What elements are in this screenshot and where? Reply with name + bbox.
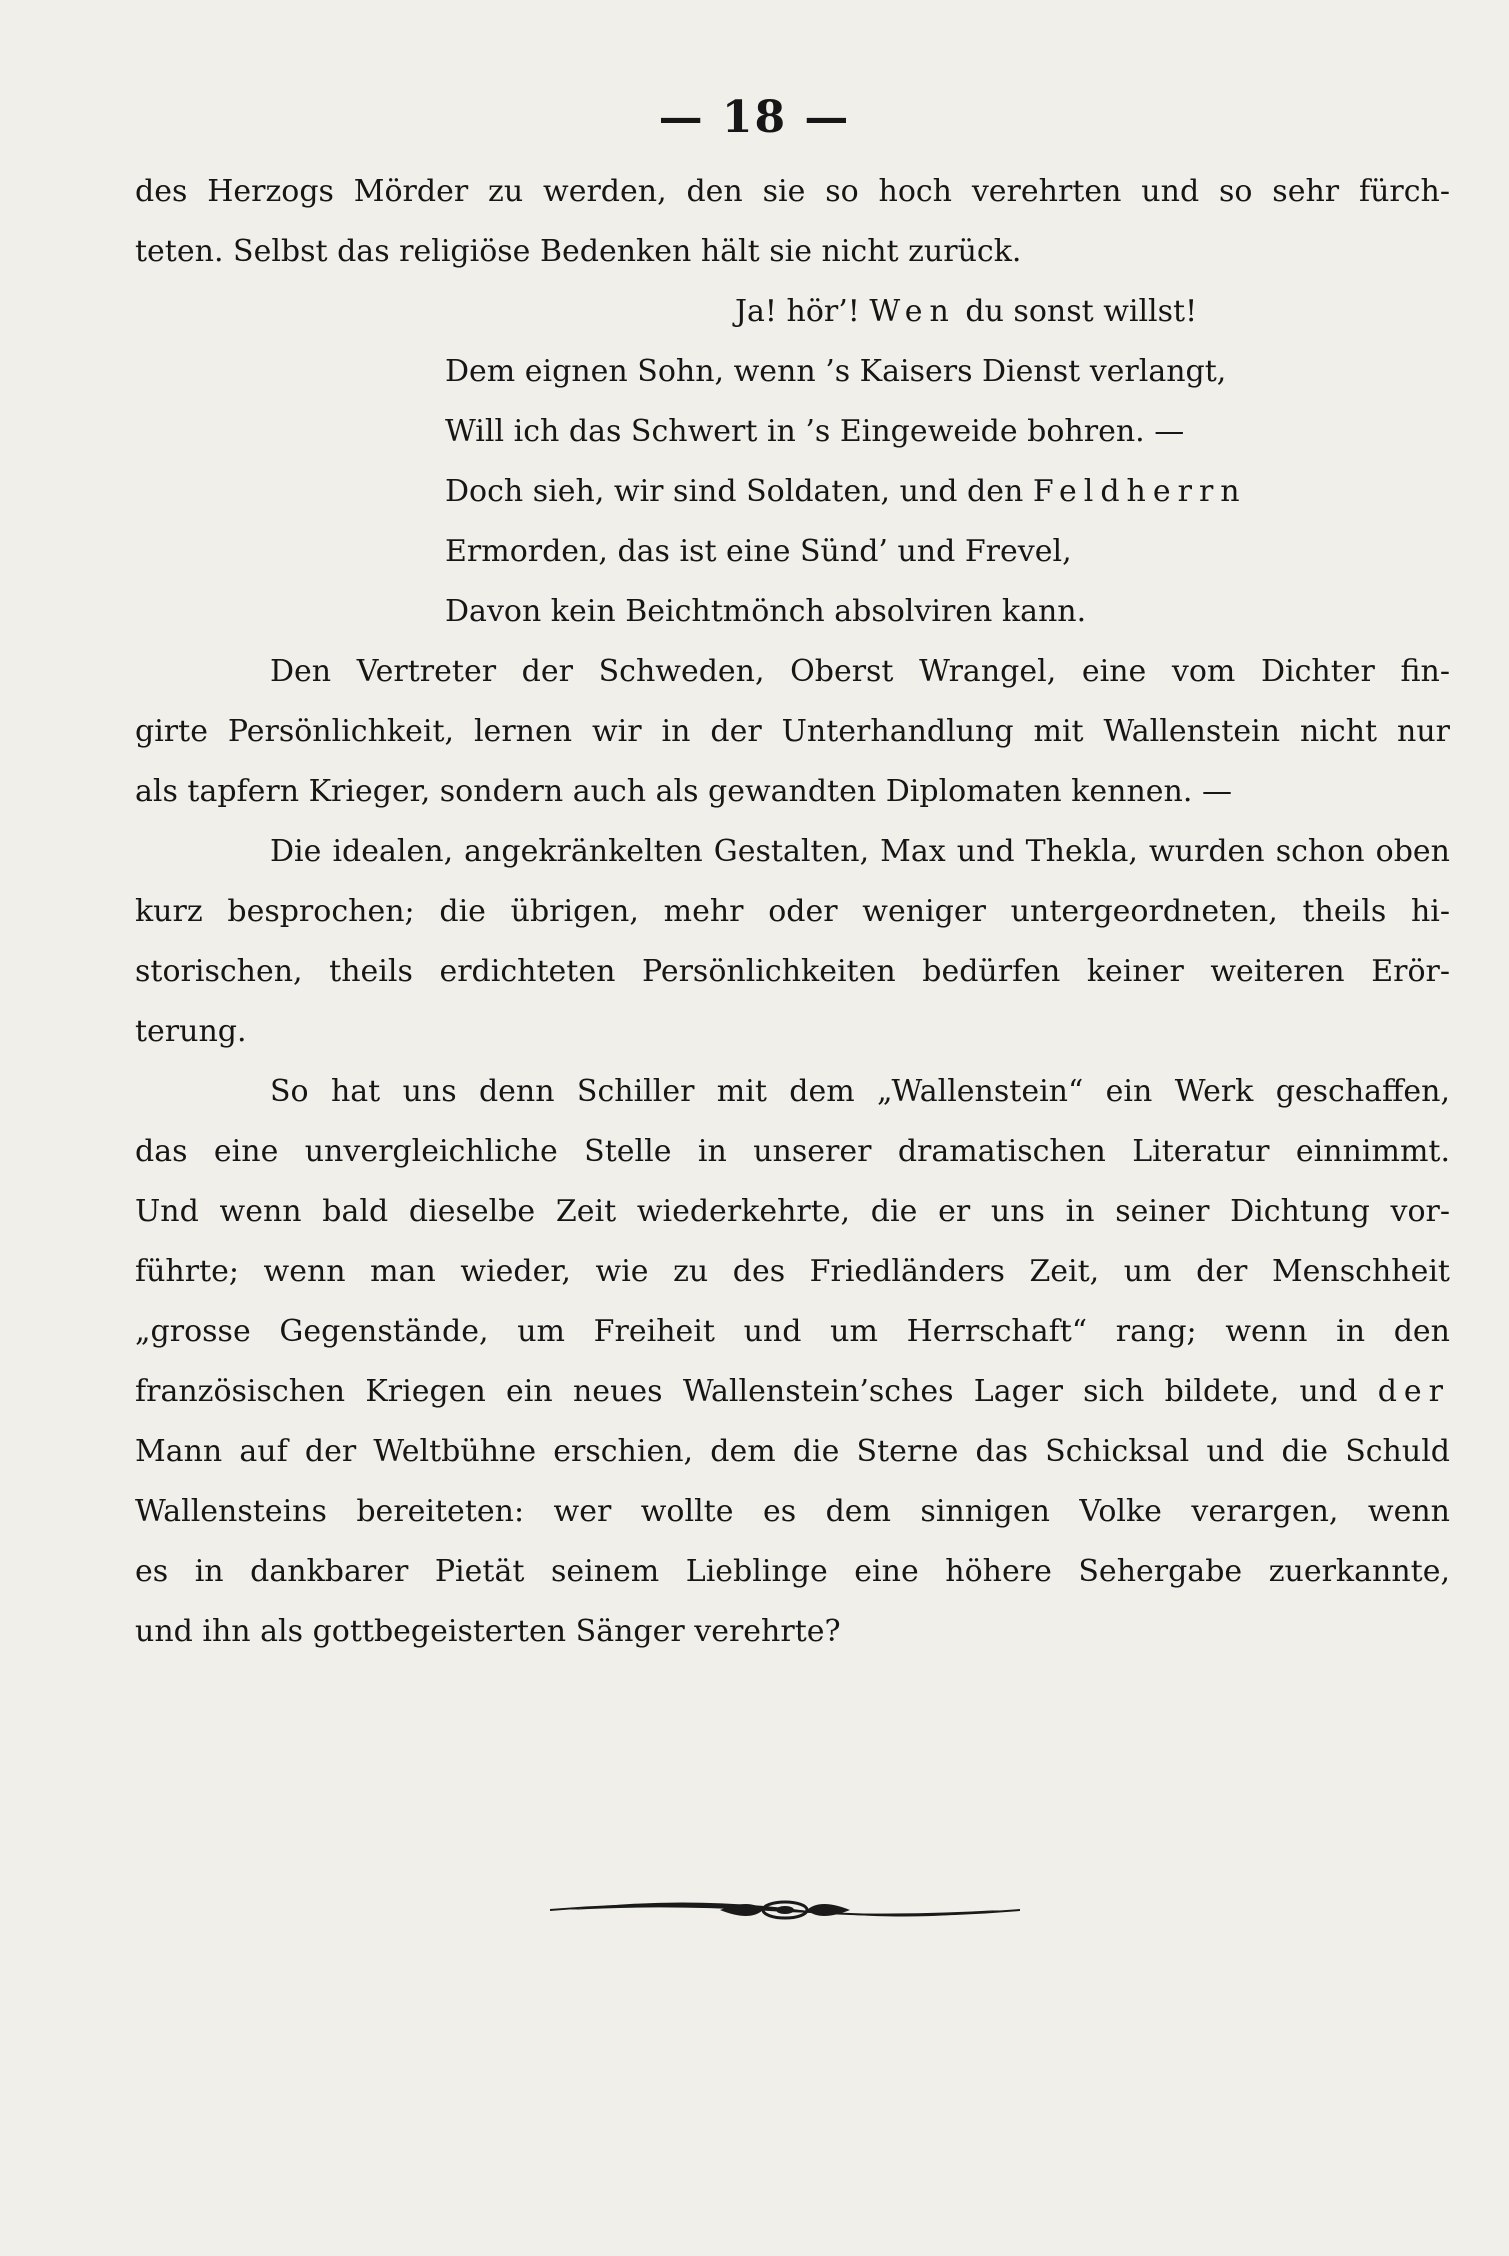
verse-line: Ermorden, das ist eine Sünd’ und Frevel,	[445, 534, 1072, 569]
text-line: Mann auf der Weltbühne erschien, dem die Sterne das Schicksal und die Schuld	[135, 1434, 1450, 1469]
line-text: französischen Kriegen ein neues Wallenstein’sches Lager sich bildete, und	[135, 1374, 1378, 1409]
verse-line: Will ich das Schwert in ’s Eingeweide bohren. —	[445, 414, 1185, 449]
text-line: Und wenn bald dieselbe Zeit wiederkehrte, die er uns in seiner Dichtung vor-	[135, 1194, 1450, 1229]
page-number: — 18 —	[658, 92, 851, 143]
text-line: Wallensteins bereiteten: wer wollte es dem sinnigen Volke verargen, wenn	[135, 1494, 1450, 1529]
decorative-divider	[550, 1890, 1020, 1930]
text-line: terung.	[135, 1014, 247, 1049]
verse-line	[135, 282, 1450, 342]
verse-text: Doch sieh, wir sind Soldaten, und den	[445, 474, 1033, 509]
verse-text: Ja! hör’!	[735, 294, 870, 329]
text-line: teten. Selbst das religiöse Bedenken hält sie nicht zurück.	[135, 234, 1022, 269]
body-text	[135, 162, 1450, 1662]
text-line: und ihn als gottbegeisterten Sänger verehrte?	[135, 1614, 841, 1649]
text-line: des Herzogs Mörder zu werden, den sie so hoch verehrten und so sehr fürch-	[135, 174, 1450, 209]
text-line: das eine unvergleichliche Stelle in unserer dramatischen Literatur einnimmt.	[135, 1134, 1450, 1169]
text-line: „grosse Gegenstände, um Freiheit und um Herrschaft“ rang; wenn in den	[135, 1314, 1450, 1349]
text-line: Den Vertreter der Schweden, Oberst Wrangel, eine vom Dichter fin-	[270, 654, 1450, 689]
verse-line	[135, 462, 1450, 522]
text-line: storischen, theils erdichteten Persönlichkeiten bedürfen keiner weiteren Erör-	[135, 954, 1450, 989]
verse-text: du sonst willst!	[955, 294, 1198, 329]
text-line: als tapfern Krieger, sondern auch als gewandten Diplomaten kennen. —	[135, 774, 1232, 809]
text-line: führte; wenn man wieder, wie zu des Friedländers Zeit, um der Menschheit	[135, 1254, 1450, 1289]
emphasized-word: der	[1377, 1374, 1450, 1409]
text-line: So hat uns denn Schiller mit dem „Wallenstein“ ein Werk geschaffen,	[270, 1074, 1450, 1109]
verse-line: Davon kein Beichtmönch absolviren kann.	[445, 594, 1087, 629]
text-line: Die idealen, angekränkelten Gestalten, Max und Thekla, wurden schon oben	[270, 834, 1450, 869]
emphasized-word: Wen	[869, 294, 956, 329]
text-line: girte Persönlichkeit, lernen wir in der Unterhandlung mit Wallenstein nicht nur	[135, 714, 1450, 749]
text-line: es in dankbarer Pietät seinem Lieblinge eine höhere Sehergabe zuerkannte,	[135, 1554, 1450, 1589]
verse-line: Dem eignen Sohn, wenn ’s Kaisers Dienst verlangt,	[445, 354, 1227, 389]
text-line: kurz besprochen; die übrigen, mehr oder weniger untergeordneten, theils hi-	[135, 894, 1450, 929]
text-line	[135, 1362, 1450, 1422]
emphasized-word: Feldherrn	[1032, 474, 1247, 509]
